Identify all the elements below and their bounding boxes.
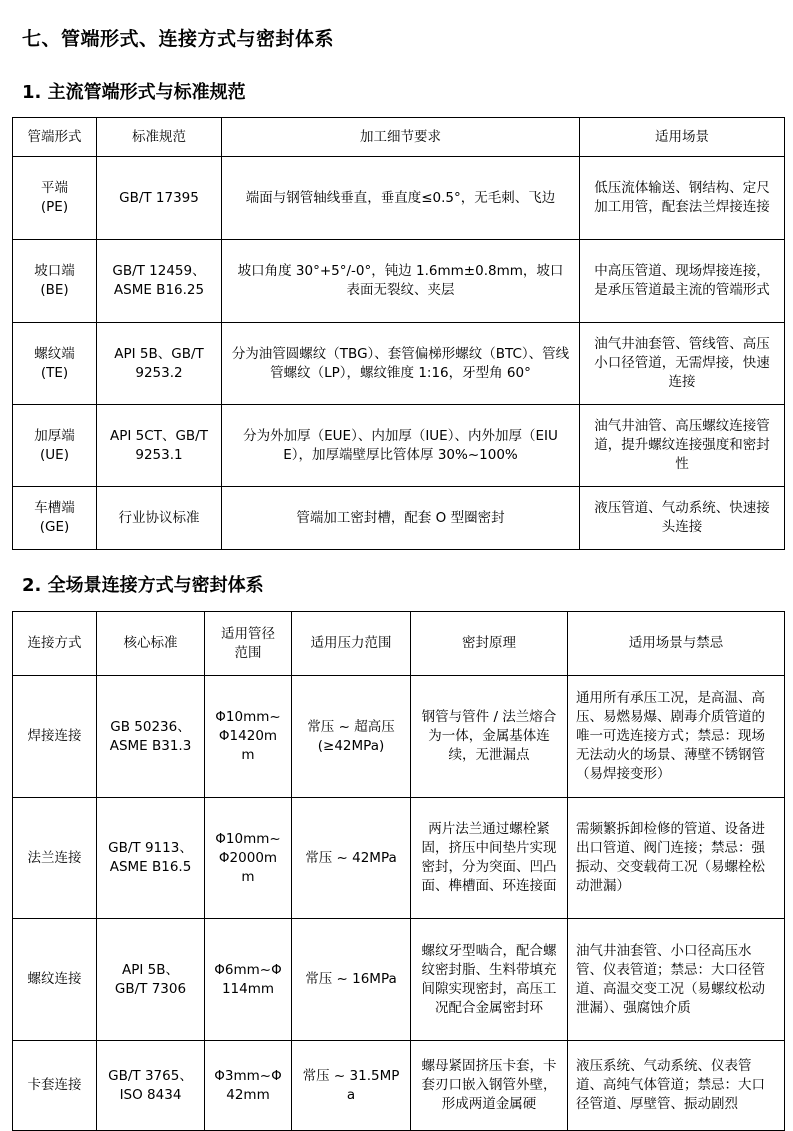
standard: GB/T 17395 [97, 157, 222, 240]
diameter-range: Φ3mm~Φ 42mm [205, 1041, 292, 1131]
pressure-range: 常压 ~ 超高压 (≥42MPa) [292, 676, 411, 798]
standard: API 5CT、GB/T 9253.1 [97, 405, 222, 487]
table-row [13, 1041, 785, 1131]
header-cell: 密封原理 [411, 612, 568, 676]
table-row [13, 323, 785, 405]
processing-requirement: 分为外加厚（EUE）、内加厚（IUE）、内外加厚（EIUE），加厚端壁厚比管体厚 30%~100% [222, 405, 580, 487]
table-row [13, 798, 785, 919]
table-row [13, 676, 785, 798]
processing-requirement: 管端加工密封槽，配套 O 型圈密封 [222, 487, 580, 550]
application: 低压流体输送、钢结构、定尺加工用管，配套法兰焊接连接 [580, 157, 785, 240]
connection-table [12, 611, 785, 1131]
pipe-end-form: 加厚端 (UE) [13, 405, 97, 487]
header-cell: 适用管径 范围 [205, 612, 292, 676]
processing-requirement: 端面与钢管轴线垂直，垂直度≤0.5°，无毛刺、飞边 [222, 157, 580, 240]
section2-title: 2. 全场景连接方式与密封体系 [22, 575, 264, 596]
diameter-range: Φ10mm~ Φ1420mm [205, 676, 292, 798]
sealing-principle: 螺母紧固挤压卡套，卡套刃口嵌入钢管外壁，形成两道金属硬 [411, 1041, 568, 1131]
core-standard: GB 50236、 ASME B31.3 [97, 676, 205, 798]
table-header-row [13, 612, 785, 676]
sealing-principle: 螺纹牙型啮合，配合螺纹密封脂、生料带填充间隙实现密封，高压工况配合金属密封环 [411, 919, 568, 1041]
header-cell: 核心标准 [97, 612, 205, 676]
application: 中高压管道、现场焊接连接，是承压管道最主流的管端形式 [580, 240, 785, 323]
header-cell: 加工细节要求 [222, 118, 580, 157]
application: 油气井油套管、管线管、高压小口径管道，无需焊接，快速连接 [580, 323, 785, 405]
table-row [13, 405, 785, 487]
table-row [13, 157, 785, 240]
standard: GB/T 12459、 ASME B16.25 [97, 240, 222, 323]
standard: API 5B、GB/T 9253.2 [97, 323, 222, 405]
table-row [13, 487, 785, 550]
pipe-end-form: 螺纹端 (TE) [13, 323, 97, 405]
core-standard: API 5B、 GB/T 7306 [97, 919, 205, 1041]
diameter-range: Φ10mm~ Φ2000mm [205, 798, 292, 919]
sealing-principle: 钢管与管件 / 法兰熔合为一体，金属基体连续，无泄漏点 [411, 676, 568, 798]
pipe-end-form: 车槽端 (GE) [13, 487, 97, 550]
connection-method: 卡套连接 [13, 1041, 97, 1131]
connection-method: 焊接连接 [13, 676, 97, 798]
diameter-range: Φ6mm~Φ 114mm [205, 919, 292, 1041]
pipe-end-table [12, 117, 785, 550]
pipe-end-form: 坡口端 (BE) [13, 240, 97, 323]
scenario-and-taboo: 需频繁拆卸检修的管道、设备进出口管道、阀门连接；禁忌：强振动、交变载荷工况（易螺栓松动泄漏） [568, 798, 785, 919]
pressure-range: 常压 ~ 31.5MPa [292, 1041, 411, 1131]
section1-title: 1. 主流管端形式与标准规范 [22, 82, 246, 103]
application: 液压管道、气动系统、快速接头连接 [580, 487, 785, 550]
header-cell: 管端形式 [13, 118, 97, 157]
header-cell: 适用压力范围 [292, 612, 411, 676]
scenario-and-taboo: 液压系统、气动系统、仪表管道、高纯气体管道；禁忌：大口径管道、厚壁管、振动剧烈 [568, 1041, 785, 1131]
application: 油气井油管、高压螺纹连接管道，提升螺纹连接强度和密封性 [580, 405, 785, 487]
page-heading: 七、管端形式、连接方式与密封体系 [22, 28, 335, 50]
sealing-principle: 两片法兰通过螺栓紧固，挤压中间垫片实现密封，分为突面、凹凸面、榫槽面、环连接面 [411, 798, 568, 919]
header-cell: 连接方式 [13, 612, 97, 676]
processing-requirement: 分为油管圆螺纹（TBG）、套管偏梯形螺纹（BTC）、管线管螺纹（LP），螺纹锥度 1:16，牙型角 60° [222, 323, 580, 405]
standard: 行业协议标准 [97, 487, 222, 550]
core-standard: GB/T 9113、 ASME B16.5 [97, 798, 205, 919]
header-cell: 适用场景与禁忌 [568, 612, 785, 676]
scenario-and-taboo: 通用所有承压工况，是高温、高压、易燃易爆、剧毒介质管道的唯一可选连接方式；禁忌：现场无法动火的场景、薄壁不锈钢管（易焊接变形） [568, 676, 785, 798]
table-row [13, 240, 785, 323]
connection-method: 螺纹连接 [13, 919, 97, 1041]
pipe-end-form: 平端 (PE) [13, 157, 97, 240]
table-header-row [13, 118, 785, 157]
core-standard: GB/T 3765、 ISO 8434 [97, 1041, 205, 1131]
processing-requirement: 坡口角度 30°+5°/-0°，钝边 1.6mm±0.8mm，坡口表面无裂纹、夹层 [222, 240, 580, 323]
header-cell: 适用场景 [580, 118, 785, 157]
table-row [13, 919, 785, 1041]
connection-method: 法兰连接 [13, 798, 97, 919]
header-cell: 标准规范 [97, 118, 222, 157]
pressure-range: 常压 ~ 16MPa [292, 919, 411, 1041]
pressure-range: 常压 ~ 42MPa [292, 798, 411, 919]
scenario-and-taboo: 油气井油套管、小口径高压水管、仪表管道；禁忌：大口径管道、高温交变工况（易螺纹松动泄漏）、强腐蚀介质 [568, 919, 785, 1041]
